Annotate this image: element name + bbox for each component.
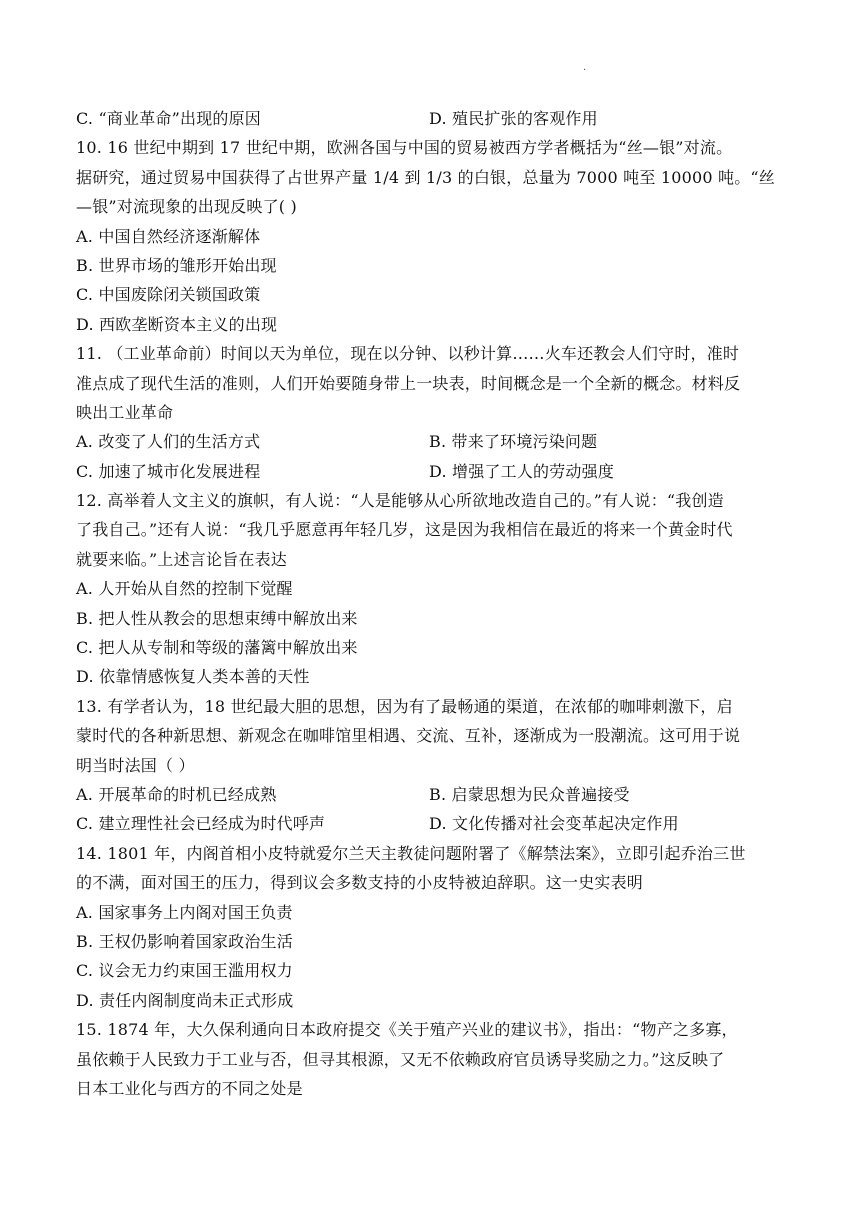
q11-option-b: B. 带来了环境污染问题 [429, 432, 598, 452]
question-14 [76, 839, 786, 1015]
q10-option-c: C. 中国废除闭关锁国政策 [76, 285, 261, 305]
q9-options-cd [76, 104, 786, 133]
q10-option-d: D. 西欧垄断资本主义的出现 [76, 314, 278, 334]
q14-stem-line: 的不满，面对国王的压力，得到议会多数支持的小皮特被迫辞职。这一史实表明 [76, 873, 644, 893]
q12-option-d: D. 依靠情感恢复人类本善的天性 [76, 667, 310, 687]
question-15 [76, 1015, 786, 1103]
q13-stem-line: 明当时法国（ ） [76, 755, 195, 775]
exam-content [76, 104, 786, 1103]
question-10 [76, 133, 786, 339]
q10-stem-line: 10. 16 世纪中期到 17 世纪中期，欧洲各国与中国的贸易被西方学者概括为“丝—银”对流。 [76, 138, 733, 158]
q12-stem-line: 12. 高举着人文主义的旗帜，有人说：“人是能够从心所欲地改造自己的。”有人说：“我创造 [76, 491, 724, 511]
q12-option-c: C. 把人从专制和等级的藩篱中解放出来 [76, 638, 358, 658]
q11-option-d: D. 增强了工人的劳动强度 [429, 461, 615, 481]
q15-stem-line: 虽依赖于人民致力于工业与否，但寻其根源，又无不依赖政府官员诱导奖励之力。”这反映了 [76, 1049, 725, 1069]
q12-option-a: A. 人开始从自然的控制下觉醒 [76, 579, 293, 599]
q13-stem-line: 蒙时代的各种新思想、新观念在咖啡馆里相遇、交流、互补，逐渐成为一股潮流。这可用于说 [76, 726, 741, 746]
q10-stem-line: —银”对流现象的出现反映了( ) [76, 197, 297, 217]
q12-option-b: B. 把人性从教会的思想束缚中解放出来 [76, 608, 358, 628]
q12-stem-line: 就要来临。”上述言论旨在表达 [76, 549, 287, 569]
q11-option-a: A. 改变了人们的生活方式 [76, 432, 261, 452]
q13-option-d: D. 文化传播对社会变革起决定作用 [429, 814, 679, 834]
q11-stem-line: 11. （工业革命前）时间以天为单位，现在以分钟、以秒计算……火车还教会人们守时，准时 [76, 344, 740, 364]
q11-option-c: C. 加速了城市化发展进程 [76, 461, 261, 481]
q13-options-cd [76, 809, 786, 838]
top-mark: . [583, 62, 587, 73]
q12-stem-line: 了我自己。”还有人说：“我几乎愿意再年轻几岁，这是因为我相信在最近的将来一个黄金时代 [76, 520, 733, 540]
question-11 [76, 339, 786, 486]
q13-stem-line: 13. 有学者认为，18 世纪最大胆的思想，因为有了最畅通的渠道，在浓郁的咖啡刺激下，启 [76, 696, 733, 716]
q11-stem-line: 准点成了现代生活的准则，人们开始要随身带上一块表，时间概念是一个全新的概念。材料反 [76, 373, 741, 393]
q15-stem-line: 日本工业化与西方的不同之处是 [76, 1078, 303, 1098]
q14-stem-line: 14. 1801 年，内阁首相小皮特就爱尔兰天主教徒问题附署了《解禁法案》，立即引起乔治三世 [76, 843, 746, 863]
q11-options-cd [76, 457, 786, 486]
question-13 [76, 692, 786, 839]
q14-option-c: C. 议会无力约束国王滥用权力 [76, 961, 293, 981]
q15-stem-line: 15. 1874 年，大久保利通向日本政府提交《关于殖产兴业的建议书》，指出：“物产之多寡， [76, 1020, 738, 1040]
question-12 [76, 486, 786, 692]
q13-options-ab [76, 780, 786, 809]
q10-option-a: A. 中国自然经济逐渐解体 [76, 226, 261, 246]
q9-option-c: C. “商业革命”出现的原因 [76, 109, 262, 128]
q13-option-a: A. 开展革命的时机已经成熟 [76, 784, 277, 804]
q14-option-d: D. 责任内阁制度尚未正式形成 [76, 990, 294, 1010]
q10-option-b: B. 世界市场的雏形开始出现 [76, 255, 277, 275]
q14-option-b: B. 王权仍影响着国家政治生活 [76, 931, 293, 951]
q11-options-ab [76, 427, 786, 456]
q14-option-a: A. 国家事务上内阁对国王负责 [76, 902, 293, 922]
q13-option-c: C. 建立理性社会已经成为时代呼声 [76, 814, 326, 834]
q10-stem-line: 据研究，通过贸易中国获得了占世界产量 1/4 到 1/3 的白银，总量为 7000 吨至 10000 吨。“丝 [76, 167, 775, 187]
q9-option-d: D. 殖民扩张的客观作用 [429, 109, 598, 128]
q13-option-b: B. 启蒙思想为民众普遍接受 [429, 784, 630, 804]
q11-stem-line: 映出工业革命 [76, 402, 174, 422]
